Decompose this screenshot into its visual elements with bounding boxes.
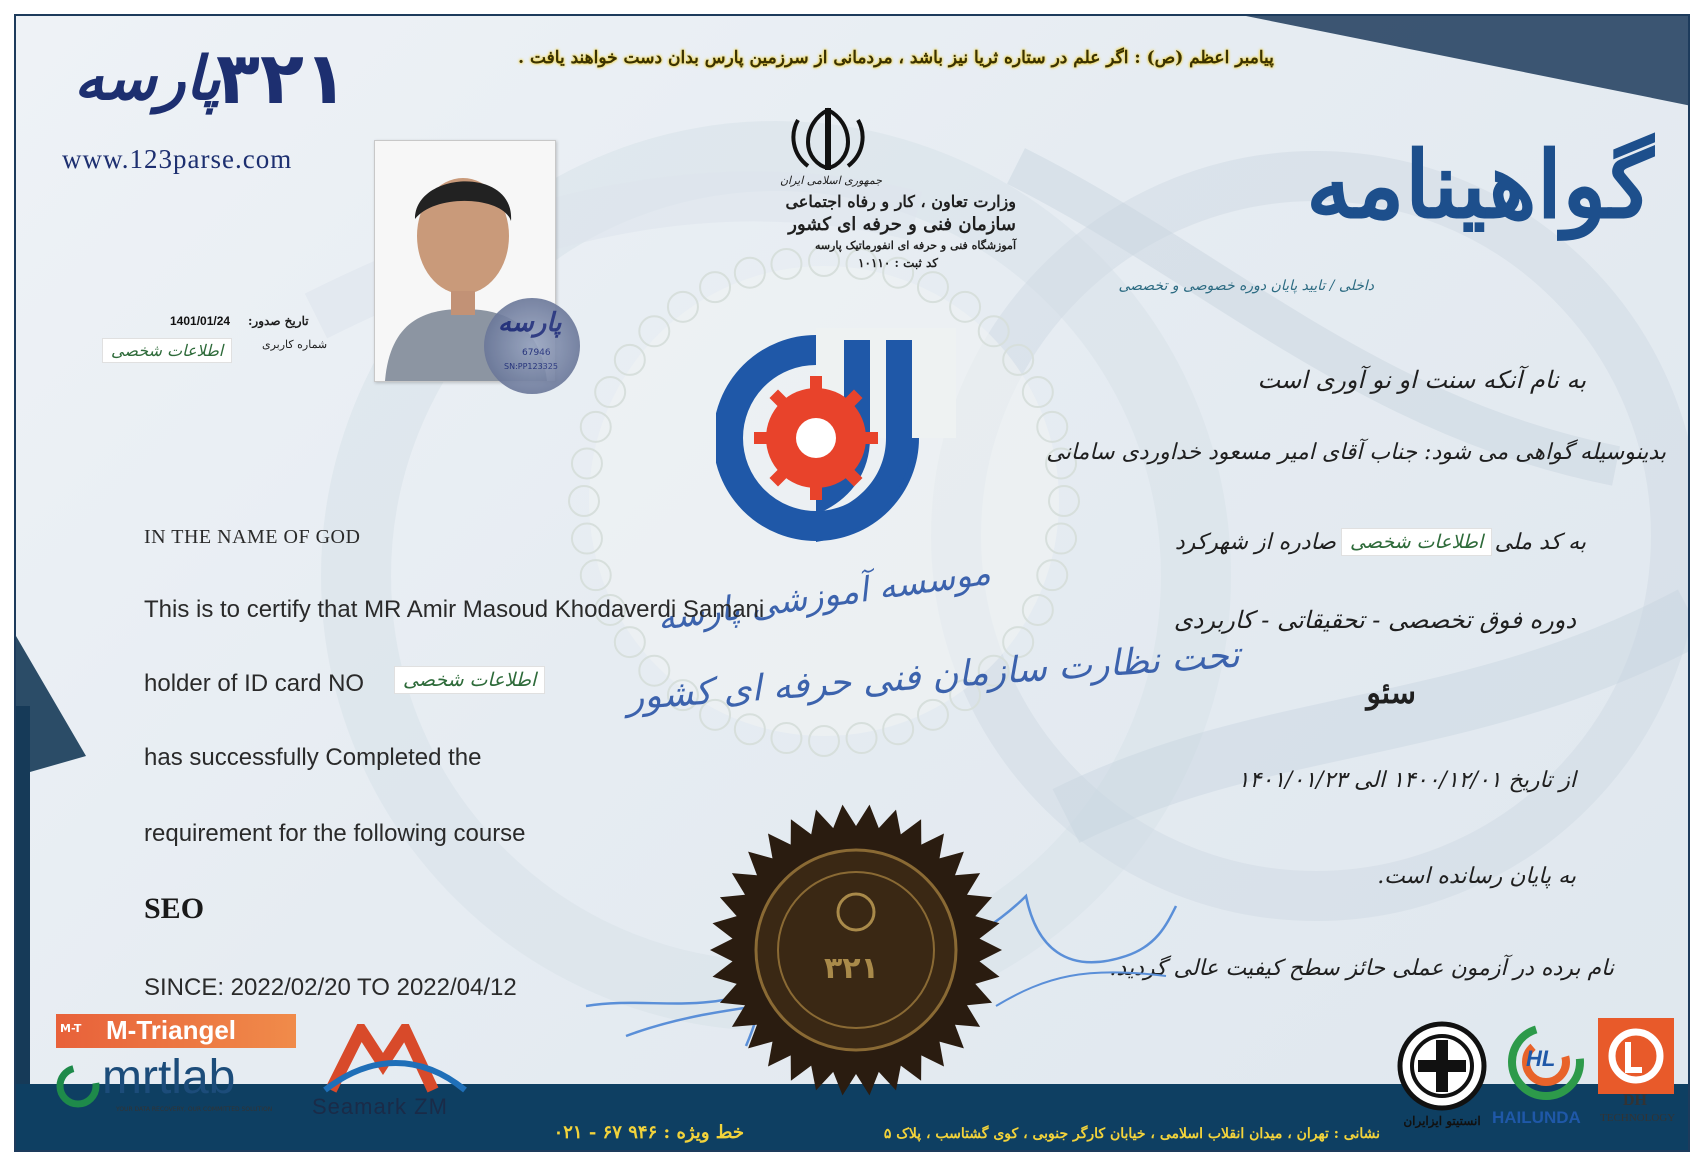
fa-line8: نام برده در آزمون عملی حائز سطح کیفیت عالی گردید. [1109, 956, 1614, 981]
emblem-caption: جمهوری اسلامی ایران [779, 174, 883, 187]
fa-line6: از تاریخ ۱۴۰۰/۱۲/۰۱ الی ۱۴۰۱/۰۱/۲۳ [1237, 768, 1576, 793]
institute-name: آموزشگاه فنی و حرفه ای انفورماتیک پارسه [814, 239, 1016, 252]
en-id-redacted: اطلاعات شخصی [394, 666, 545, 694]
footer-address: نشانی : تهران ، میدان انقلاب اسلامی ، خیابان کارگر جنوبی ، کوی گشتاسب ، پلاک ۵ [883, 1126, 1380, 1142]
m-triangel-logo [56, 1014, 296, 1048]
photo-stamp-sub2: SN:PP123325 [504, 362, 558, 371]
gold-seal-icon [706, 800, 1006, 1100]
fa-line3-prefix: به کد ملی [1494, 530, 1586, 555]
fa-line7: به پایان رسانده است. [1377, 864, 1576, 889]
hailunda-label: HAILUNDA [1492, 1108, 1581, 1127]
fa-course: سئو [1366, 676, 1416, 711]
hailunda-mark: HL [1526, 1046, 1556, 1071]
en-line1: This is to certify that MR Amir Masoud Khodaverdi Samani [144, 596, 765, 623]
left-navy-band [16, 706, 30, 1084]
dh-logo-icon [1598, 1018, 1674, 1094]
photo-stamp-sub: 67946 [522, 348, 551, 358]
mrtlab-tagline: YOUR DATA RECOVERY, OUR COMMITTED SOLUTION [116, 1106, 273, 1113]
user-number-label: شماره کاربری [262, 338, 328, 351]
brand-number: ۳۲۱ [216, 36, 348, 120]
en-line2-prefix: holder of ID card NO [144, 670, 365, 697]
footer-phone: خط ویژه : ۹۴۶ ۶۷ - ۰۲۱ [553, 1122, 744, 1143]
registration-code: کد ثبت : ۱۰۱۱۰ [858, 256, 938, 270]
issue-date-label: تاریخ صدور: [248, 314, 309, 328]
en-line4: requirement for the following course [144, 820, 526, 847]
dh-label: DH [1623, 1092, 1647, 1109]
watermark-line1: موسسه آموزشی پارسه [654, 552, 994, 640]
institute-iran-label: انستیتو ایزایران [1403, 1114, 1481, 1128]
fa-line2: بدینوسیله گواهی می شود: جناب آقای امیر مسعود خداوردی سامانی [1046, 440, 1666, 465]
en-god: IN THE NAME OF GOD [144, 526, 361, 548]
watermark-line2: تحت نظارت سازمان فنی حرفه ای کشور [625, 634, 1242, 719]
fa-line3-suffix: صادره از شهرکرد [1174, 530, 1336, 555]
certificate-subtitle: داخلی / تایید پایان دوره خصوصی و تخصصی [1118, 278, 1374, 294]
user-number-redacted: اطلاعات شخصی [102, 338, 232, 363]
issue-date: 1401/01/24 [170, 314, 231, 328]
en-course: SEO [144, 892, 205, 925]
brand-name: پارسه [74, 44, 221, 114]
m-triangel-text: M-Triangel [106, 1015, 237, 1045]
certificate-sheet [14, 14, 1690, 1152]
certificate-title: گواهینامه [1306, 131, 1654, 239]
tvto-logo-icon [716, 328, 956, 548]
mrtlab-swirl-icon [54, 1062, 102, 1110]
dh-logo [1598, 1018, 1674, 1094]
photo-stamp-text: پارسه [498, 308, 562, 338]
ministry-name: وزارت تعاون ، کار و رفاه اجتماعی [785, 192, 1016, 211]
seal-number: ۳۲۱ [824, 951, 879, 986]
photo-stamp [484, 298, 580, 394]
fa-line1: به نام آنکه سنت او نو آوری است [1257, 366, 1586, 394]
seamark-logo-text: Seamark ZM [312, 1094, 448, 1119]
institute-iran-logo-icon [1396, 1020, 1488, 1112]
en-line3: has successfully Completed the [144, 744, 482, 771]
fa-line4: دوره فوق تخصصی - تحقیقاتی - کاربردی [1173, 606, 1576, 634]
seamark-logo-icon [321, 1024, 469, 1094]
mrtlab-logo-text: mrtlab [102, 1051, 236, 1104]
m-triangel-mark: M-T [60, 1022, 82, 1035]
en-since: SINCE: 2022/02/20 TO 2022/04/12 [144, 974, 517, 1001]
iran-emblem-icon [786, 104, 870, 174]
website: www.123parse.com [62, 144, 293, 174]
dh-sub: TECHNOLOGY [1600, 1112, 1676, 1124]
organization-name: سازمان فنی و حرفه ای کشور [788, 214, 1016, 235]
header-quote: پیامبر اعظم (ص) : اگر علم در ستاره ثریا نیز باشد ، مردمانی از سرزمین پارس بدان دست خواهند یافت . [518, 48, 1274, 68]
fa-national-id-redacted: اطلاعات شخصی [1341, 528, 1492, 556]
